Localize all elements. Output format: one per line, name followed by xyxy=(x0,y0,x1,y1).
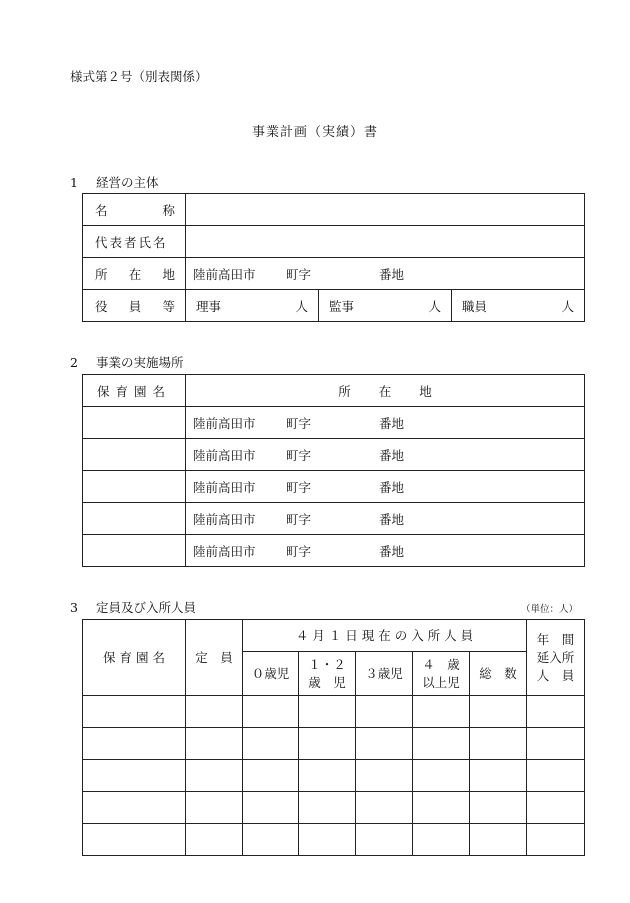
site-address-field[interactable]: 陸前高田市 町字 番地 xyxy=(186,471,585,503)
site-address-field[interactable]: 陸前高田市 町字 番地 xyxy=(186,407,585,439)
address-label: 所 在 地 xyxy=(83,258,186,290)
cell[interactable] xyxy=(356,728,413,760)
section-3-heading xyxy=(70,598,196,616)
cell[interactable] xyxy=(83,792,186,824)
nursery-name-header: 保 育 園 名 xyxy=(83,375,186,407)
cell[interactable] xyxy=(470,696,527,728)
cell[interactable] xyxy=(413,824,470,856)
site-row xyxy=(83,407,585,439)
directors-label: 理事 xyxy=(196,298,222,314)
site-row xyxy=(83,471,585,503)
cell[interactable] xyxy=(243,728,299,760)
site-address-field[interactable]: 陸前高田市 町字 番地 xyxy=(186,439,585,471)
site-row xyxy=(83,439,585,471)
cell[interactable] xyxy=(243,696,299,728)
nursery-name-field[interactable] xyxy=(83,407,186,439)
cell[interactable] xyxy=(470,792,527,824)
address-city: 陸前高田市 xyxy=(193,266,256,282)
cell[interactable] xyxy=(527,728,585,760)
cell[interactable] xyxy=(413,760,470,792)
age-4-plus-header: ４ 歳 以上児 xyxy=(413,652,470,696)
cell[interactable] xyxy=(527,760,585,792)
april-enrollment-header: ４ 月 １ 日 現 在 の 入 所 人 員 xyxy=(243,620,527,652)
enrollment-row xyxy=(83,728,585,760)
officers-label: 役 員 等 xyxy=(83,290,186,322)
age-3-header: ３歳児 xyxy=(356,652,413,696)
cell[interactable] xyxy=(299,696,356,728)
cell[interactable] xyxy=(299,792,356,824)
site-row xyxy=(83,535,585,567)
site-row xyxy=(83,503,585,535)
section-2-title: 事業の実施場所 xyxy=(96,355,184,370)
cell[interactable] xyxy=(527,792,585,824)
representative-row xyxy=(83,226,585,258)
cell[interactable] xyxy=(470,760,527,792)
staff-cell[interactable] xyxy=(451,290,584,321)
section-2-heading xyxy=(70,353,184,371)
nursery-name-field[interactable] xyxy=(83,439,186,471)
address-cho: 町字 xyxy=(286,266,312,282)
cell[interactable] xyxy=(83,696,186,728)
capacity-header: 定 員 xyxy=(186,620,243,696)
staff-unit: 人 xyxy=(561,298,574,314)
enrollment-row xyxy=(83,824,585,856)
name-label: 名 称 xyxy=(83,194,186,226)
cell[interactable] xyxy=(83,728,186,760)
address-banchi: 番地 xyxy=(379,266,405,282)
cell[interactable] xyxy=(299,824,356,856)
cell[interactable] xyxy=(83,760,186,792)
section-1-number: 1 xyxy=(70,175,78,190)
cell[interactable] xyxy=(186,696,243,728)
location-header: 所 在 地 xyxy=(186,375,585,407)
cell[interactable] xyxy=(356,824,413,856)
unit-note: （単位：人） xyxy=(520,604,578,615)
annual-enrollment-header: 年 間 延入所 人 員 xyxy=(527,620,585,696)
cell[interactable] xyxy=(470,824,527,856)
cell[interactable] xyxy=(470,728,527,760)
nursery-name-field[interactable] xyxy=(83,503,186,535)
address-field[interactable] xyxy=(186,258,585,290)
section-3-number: 3 xyxy=(70,600,78,615)
site-address-field[interactable]: 陸前高田市 町字 番地 xyxy=(186,535,585,567)
nursery-name-field[interactable] xyxy=(83,471,186,503)
cell[interactable] xyxy=(527,696,585,728)
nursery-name-field[interactable] xyxy=(83,535,186,567)
name-row xyxy=(83,194,585,226)
cell[interactable] xyxy=(243,824,299,856)
cell[interactable] xyxy=(186,792,243,824)
auditors-cell[interactable] xyxy=(318,290,451,321)
cell[interactable] xyxy=(356,760,413,792)
cell[interactable] xyxy=(413,728,470,760)
staff-label: 職員 xyxy=(462,298,488,314)
section-3-title: 定員及び入所人員 xyxy=(96,600,197,615)
cell[interactable] xyxy=(299,728,356,760)
cell[interactable] xyxy=(83,824,186,856)
directors-unit: 人 xyxy=(295,298,308,314)
cell[interactable] xyxy=(527,824,585,856)
cell[interactable] xyxy=(186,760,243,792)
address-row xyxy=(83,258,585,290)
officers-row xyxy=(83,290,585,322)
officers-fields xyxy=(186,290,585,322)
section-1-title: 経営の主体 xyxy=(96,175,159,190)
age-0-header: ０歳児 xyxy=(243,652,299,696)
implementation-site-table xyxy=(82,374,585,567)
capacity-enrollment-table xyxy=(82,619,585,856)
cell[interactable] xyxy=(356,792,413,824)
cell[interactable] xyxy=(186,728,243,760)
enrollment-header-row-1 xyxy=(83,620,585,652)
section-2-number: 2 xyxy=(70,355,78,370)
enrollment-row xyxy=(83,696,585,728)
site-header-row xyxy=(83,375,585,407)
enrollment-row xyxy=(83,792,585,824)
cell[interactable] xyxy=(413,696,470,728)
form-number: 様式第２号（別表関係） xyxy=(70,69,208,84)
directors-cell[interactable] xyxy=(186,290,318,321)
cell[interactable] xyxy=(413,792,470,824)
section-1-heading xyxy=(70,173,159,191)
representative-field[interactable] xyxy=(186,226,585,258)
cell[interactable] xyxy=(243,792,299,824)
cell[interactable] xyxy=(299,760,356,792)
cell[interactable] xyxy=(356,696,413,728)
enrollment-row xyxy=(83,760,585,792)
auditors-label: 監事 xyxy=(329,298,355,314)
representative-label: 代表者氏名 xyxy=(83,226,186,258)
total-header: 総 数 xyxy=(470,652,527,696)
auditors-unit: 人 xyxy=(428,298,441,314)
cell[interactable] xyxy=(186,824,243,856)
age-1-2-header: １・２ 歳 児 xyxy=(299,652,356,696)
name-field[interactable] xyxy=(186,194,585,226)
management-entity-table xyxy=(82,193,585,322)
cell[interactable] xyxy=(243,760,299,792)
site-address-field[interactable]: 陸前高田市 町字 番地 xyxy=(186,503,585,535)
document-title: 事業計画（実績）書 xyxy=(251,125,378,140)
nursery-name-header: 保 育 園 名 xyxy=(83,620,186,696)
